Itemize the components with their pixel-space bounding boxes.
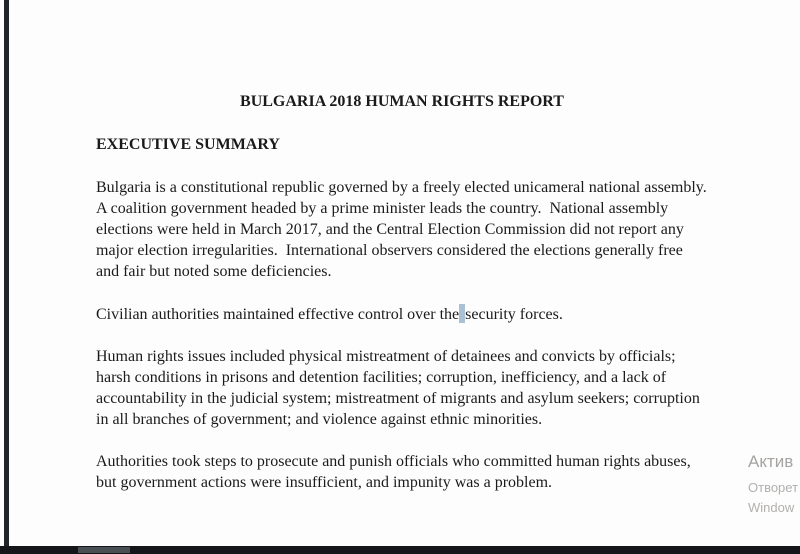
paragraph-3: Human rights issues included physical mistreatment of detainees and convicts by officials; harsh conditions in prisons and detention facilities; corruption, inefficiency, and a lack of accountability in the judicial system; mistreatment of migrants and asylum seekers; corruption in all branches of government; and violence against ethnic minorities. (96, 348, 704, 428)
paragraph-1: Bulgaria is a constitutional republic governed by a freely elected unicameral national assembly. A coalition government headed by a prime minister leads the country. National assembly elections were held in March 2017, and the Central Election Commission did not report any major election irregularities. International observers considered the elections generally free and fair but noted some deficiencies. (96, 179, 714, 280)
activation-watermark-line1: Актив (748, 452, 794, 471)
activation-watermark-line3: Window (748, 500, 795, 515)
section-heading: EXECUTIVE SUMMARY (96, 136, 280, 153)
horizontal-scrollbar[interactable] (0, 546, 800, 554)
paragraph-2-after-selection: security forces. (465, 306, 563, 323)
document-content[interactable] (96, 0, 714, 493)
paragraph-2 (96, 304, 708, 325)
left-edge-bar (4, 0, 9, 554)
scrollbar-thumb[interactable] (78, 547, 130, 553)
paragraph-4: Authorities took steps to prosecute and punish officials who committed human rights abuses, but government actions were insufficient, and impunity was a problem. (96, 453, 695, 491)
document-title: BULGARIA 2018 HUMAN RIGHTS REPORT (240, 93, 564, 110)
paragraph-2-before-selection: Civilian authorities maintained effective control over the (96, 306, 460, 323)
windows-activation-watermark (748, 452, 798, 516)
activation-watermark-line2: Отворет (748, 480, 799, 495)
